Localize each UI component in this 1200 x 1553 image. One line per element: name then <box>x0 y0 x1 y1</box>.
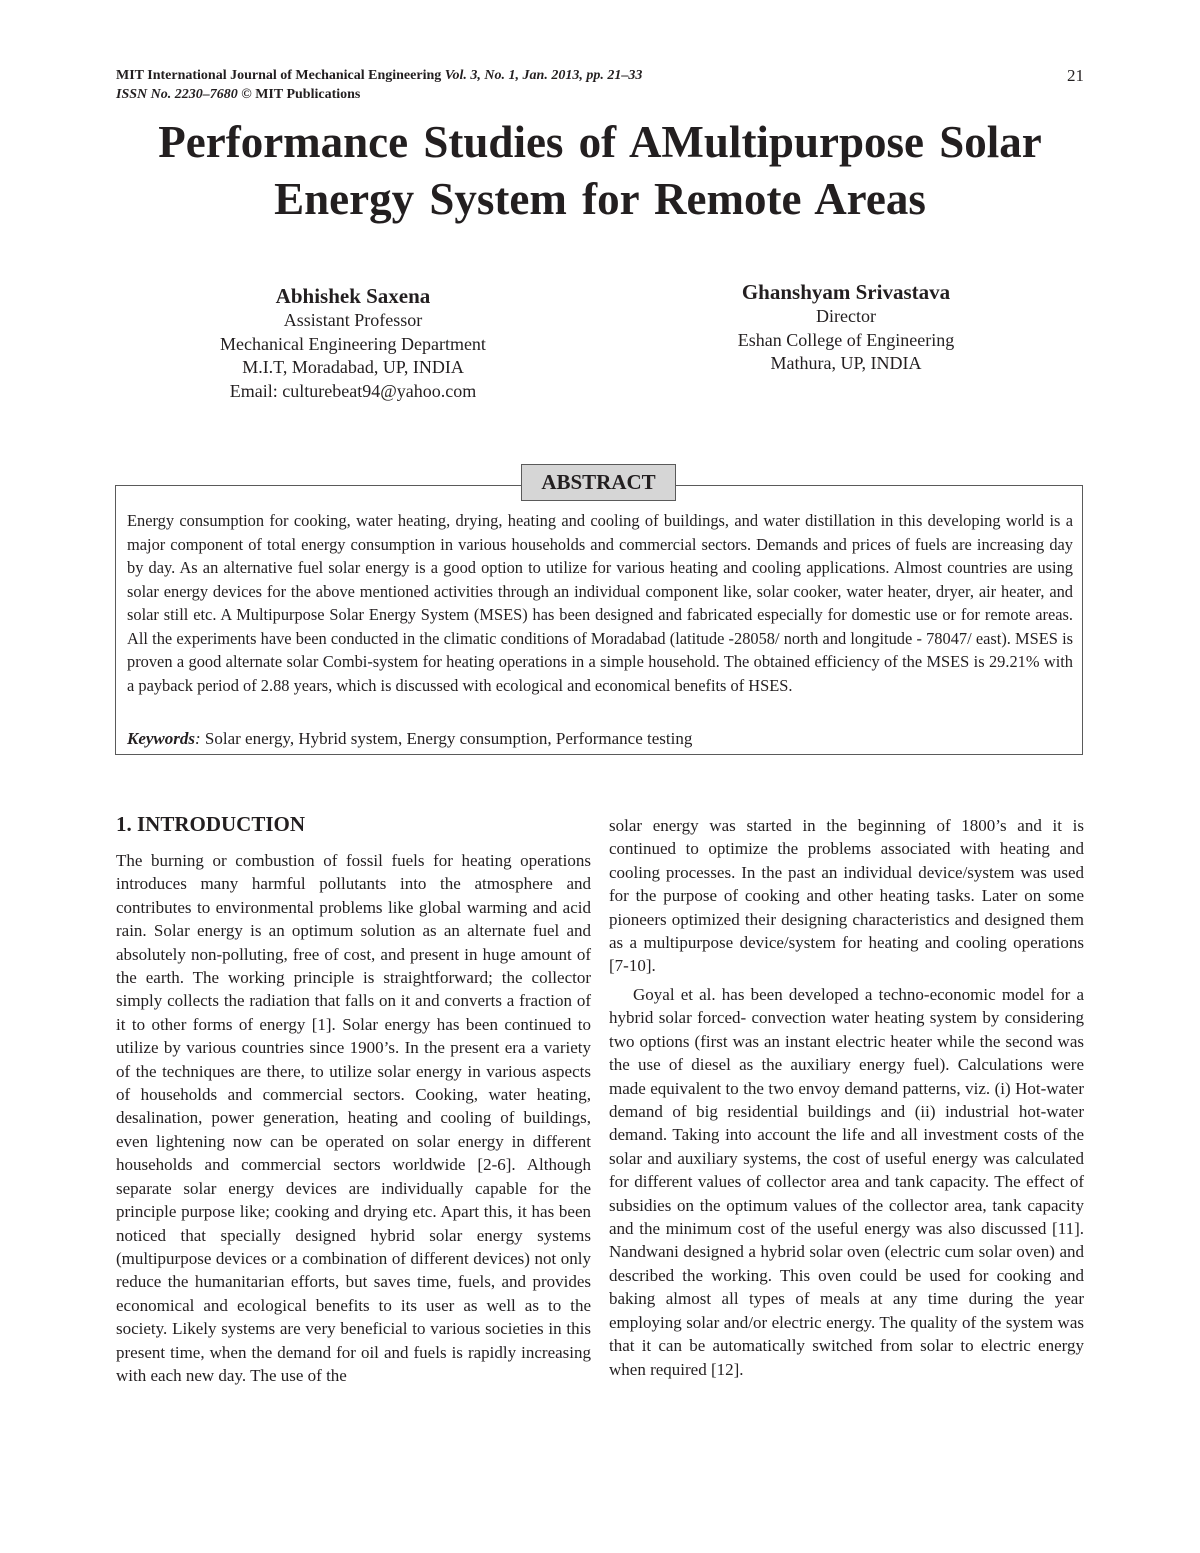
author-institution: M.I.T, Moradabad, UP, INDIA <box>242 357 464 377</box>
author-name: Abhishek Saxena <box>275 284 431 308</box>
author-block-1 <box>183 283 523 403</box>
title-line-2: Energy System for Remote Areas <box>274 174 926 224</box>
issn: ISSN No. 2230–7680 <box>116 87 238 102</box>
intro-paragraph-left: The burning or combustion of fossil fuels for heating operations introduces many harmful pollutants into the atmosphere and contributes to environmental problems like global warming and acid rain. Solar energy is an optimum solution as an alternate fuel and absolutely non-polluting, free of cost, and present in huge amount of the earth. The working principle is straightforward; the collector simply collects the radiation that falls on it and converts a fraction of it to other forms of energy [1]. Solar energy has been continued to utilize by various countries since 1900’s. In the present era a variety of the techniques are there, to utilize solar energy in various aspects of households and commercial sectors. Cooking, water heating, desalination, power generation, heating and cooling of buildings, even lightening now can be operated on solar energy in different households and commercial sectors worldwide [2-6]. Although separate solar energy devices are individually capable for the principle purpose like; cooking and drying etc. Apart this, it has been noticed that specially designed hybrid solar energy systems (multipurpose devices or a combination of different devices) not only reduce the humanitarian efforts, but saves time, fuels, and provides economical and ecological benefits to its user as well as to the society. Likely systems are very beneficial to various societies in this present time, when the demand for oil and fuels is rapidly increasing with each new day. The use of the <box>116 851 591 1385</box>
author-block-2 <box>676 279 1016 376</box>
journal-header <box>116 67 642 85</box>
title-line-1: Performance Studies of AMultipurpose Solar <box>158 117 1042 167</box>
author-position: Assistant Professor <box>283 310 423 330</box>
intro-paragraph-right-1: solar energy was started in the beginning of 1800’s and it is continued to optimize the problems associated with heating and cooling processes. In the past an individual device/system was used for the purpose of cooking and other heating tasks. Later on some pioneers optimized their designing characteristics and designed them as a multipurpose device/system for heating and cooling operations [7-10]. <box>609 816 1084 976</box>
author-email: Email: culturebeat94@yahoo.com <box>229 380 477 401</box>
author-department: Mechanical Engineering Department <box>220 333 486 354</box>
issn-header <box>116 86 360 104</box>
author-position: Director <box>816 306 876 326</box>
author-location: Mathura, UP, INDIA <box>770 353 922 373</box>
author-name: Ghanshyam Srivastava <box>741 280 951 304</box>
journal-name: MIT International Journal of Mechanical Engineering <box>116 68 442 83</box>
section-heading: 1. INTRODUCTION <box>116 812 306 836</box>
paper-title <box>80 114 1120 228</box>
abstract-label: ABSTRACT <box>521 464 676 501</box>
intro-paragraph-right-2: Goyal et al. has been developed a techno-economic model for a hybrid solar forced- convection water heating system by considering two options (first was an instant electric heater while the second was the use of diesel as the auxiliary energy fuel). Calculations were made equivalent to the two envoy demand patterns, viz. (i) Hot-water demand of big residential buildings and (ii) industrial hot-water demand. Taking into account the life and all investment costs of the solar and auxiliary systems, the cost of useful energy was calculated for different values of collector area and tank capacity. The effect of subsidies on the optimum values of the collector area, tank capacity and the minimum cost of the useful energy was also discussed [11]. Nandwani designed a hybrid solar oven (electric cum solar oven) and described the working. This oven could be used for cooking and baking almost all types of meals at any time during the year employing solar and/or electric energy. The quality of the system was that it can be automatically switched from solar to electric energy when required [12]. <box>609 985 1084 1379</box>
volume-info: Vol. 3, No. 1, Jan. 2013, pp. 21–33 <box>444 68 643 83</box>
keywords-line: Keywords: Solar energy, Hybrid system, Energy consumption, Performance testing <box>127 729 693 748</box>
keywords-label: Keywords <box>127 729 195 748</box>
abstract-text: Energy consumption for cooking, water heating, drying, heating and cooling of buildings, and water distillation in this developing world is a major component of total energy consumption in various households and commercial sectors. Demands and prices of fuels are increasing day by day. As an alternative fuel solar energy is a good option to utilize for various heating and cooling applications. Almost countries are using solar energy devices for the above mentioned activities through an individual component like, solar cooker, water heater, dryer, air heater, and solar still etc. A Multipurpose Solar Energy System (MSES) has been designed and fabricated especially for domestic use or for remote areas. All the experiments have been conducted in the climatic conditions of Moradabad (latitude -28058/ north and longitude - 78047/ east). MSES is proven a good alternate solar Combi-system for heating operations in a simple household. The obtained efficiency of the MSES is 29.21% with a payback period of 2.88 years, which is discussed with ecological and economical benefits of HSES. <box>127 511 1073 695</box>
page-number: 21 <box>1067 66 1084 85</box>
author-institution: Eshan College of Engineering <box>737 329 955 350</box>
keywords-list: Solar energy, Hybrid system, Energy consumption, Performance testing <box>204 729 693 748</box>
publisher: © MIT Publications <box>241 87 361 102</box>
